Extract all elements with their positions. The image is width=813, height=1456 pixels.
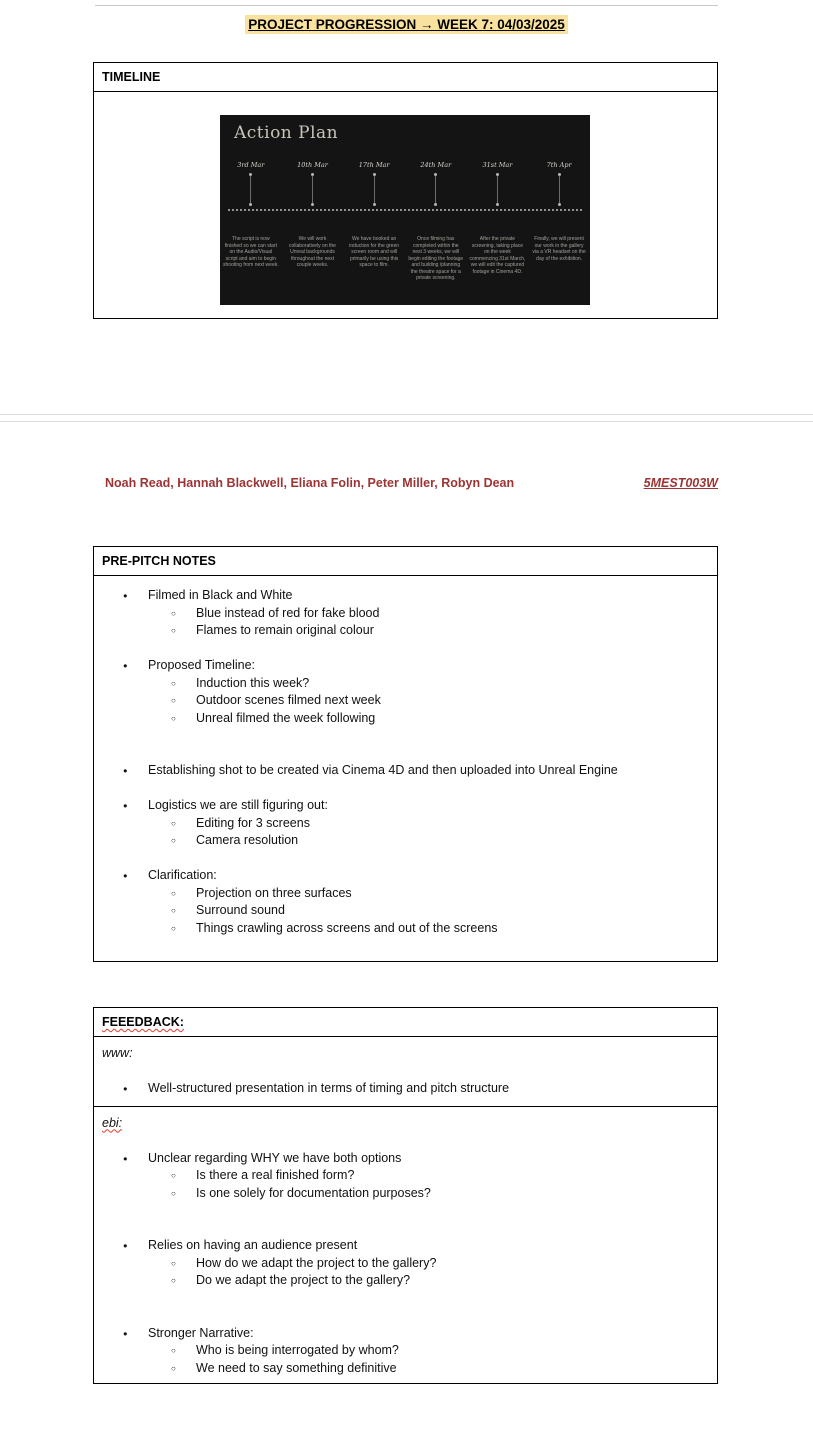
milestone (282, 161, 344, 282)
milestone-connector (496, 173, 499, 206)
list-item: ● Filmed in Black and White (94, 587, 717, 605)
milestone-connector (249, 173, 252, 206)
list-item: ○ Editing for 3 screens (94, 815, 717, 833)
milestone-date: 31st Mar (482, 161, 513, 169)
list-item: ○ Camera resolution (94, 832, 717, 850)
milestone-connector (434, 173, 437, 206)
list-item: ○ Outdoor scenes filmed next week (94, 692, 717, 710)
list-item: ○ Surround sound (94, 902, 717, 920)
list-item: ● Well-structured presentation in terms of timing and pitch structure (94, 1080, 717, 1098)
milestone-date: 10th Mar (297, 161, 328, 169)
authors-list: Noah Read, Hannah Blackwell, Eliana Folin, Peter Miller, Robyn Dean (105, 476, 515, 490)
doc-title-row (0, 15, 813, 34)
timeline-table-body (94, 92, 717, 318)
page-break-line (0, 421, 813, 422)
milestone-connector (373, 173, 376, 206)
ebi-label (94, 1115, 717, 1133)
timeline-milestones (220, 161, 590, 282)
list-item: ● Stronger Narrative: (94, 1325, 717, 1343)
feedback-table-header (94, 1008, 717, 1037)
www-label: www: (102, 1046, 133, 1060)
list-item: ● Proposed Timeline: (94, 657, 717, 675)
page-title: PROJECT PROGRESSION → WEEK 7: 04/03/2025 (245, 15, 568, 34)
milestone (343, 161, 405, 282)
milestone-date: 3rd Mar (237, 161, 265, 169)
prepitch-table-header: PRE-PITCH NOTES (94, 547, 717, 576)
timeline-table-header: TIMELINE (94, 63, 717, 92)
milestone-date: 24th Mar (420, 161, 452, 169)
milestone-text: We will work collaboratively on the Unreal backgrounds throughout the next couple weeks. (288, 236, 336, 268)
milestone (405, 161, 467, 282)
list-item: ● Relies on having an audience present (94, 1237, 717, 1255)
prepitch-table-body (94, 576, 717, 961)
milestone (220, 161, 282, 282)
list-item: ● Clarification: (94, 867, 717, 885)
list-item: ○ Blue instead of red for fake blood (94, 605, 717, 623)
doc-header-row (93, 476, 718, 490)
list-item: ○ Induction this week? (94, 675, 717, 693)
ebi-label-text: ebi: (102, 1115, 123, 1130)
list-item: ○ We need to say something definitive (94, 1360, 717, 1378)
milestone (467, 161, 529, 282)
milestone-connector (558, 173, 561, 206)
prepitch-table (93, 546, 718, 962)
list-item: ○ Flames to remain original colour (94, 622, 717, 640)
list-item: ○ Who is being interrogated by whom? (94, 1342, 717, 1360)
milestone-text: Once filming has completed within the next 3 weeks, we will begin editing the footage and building /planning the theatre space for a private screening. (408, 236, 464, 281)
list-item: ● Logistics we are still figuring out: (94, 797, 717, 815)
list-item: ○ Is there a real finished form? (94, 1167, 717, 1185)
milestone (528, 161, 590, 282)
milestone-date: 17th Mar (358, 161, 390, 169)
timeline-table (93, 62, 718, 319)
action-plan-title: Action Plan (234, 123, 339, 143)
milestone-text: The script is now finished so we can start on the Audio/Visual script and aim to begin shooting from next week. (223, 236, 279, 268)
feedback-header-label: FEEEDBACK: (102, 1015, 184, 1029)
list-item: ○ Things crawling across screens and out of the screens (94, 920, 717, 938)
milestone-date: 7th Apr (546, 161, 572, 169)
list-item: ○ Unreal filmed the week following (94, 710, 717, 728)
feedback-table (93, 1007, 718, 1384)
module-code: 5MEST003W (643, 476, 718, 490)
page-top-rule (95, 5, 718, 6)
action-plan-image (220, 115, 590, 305)
list-item: ○ Is one solely for documentation purposes? (94, 1185, 717, 1203)
page-break-line (0, 414, 813, 415)
milestone-text: Finally, we will present our work in the gallery via a VR headset on the day of the exhibition. (532, 236, 586, 262)
milestone-connector (311, 173, 314, 206)
list-item: ● Unclear regarding WHY we have both options (94, 1150, 717, 1168)
list-item: ○ Do we adapt the project to the gallery? (94, 1272, 717, 1290)
milestone-text: After the private screening, taking place on the week commencing 31st March, we will edit the captured footage in Cinema 4D. (469, 236, 526, 275)
list-item: ○ Projection on three surfaces (94, 885, 717, 903)
feedback-www-row (94, 1037, 717, 1107)
milestone-text: We have booked an induction for the green screen room and will primarily be using this space to film. (349, 236, 400, 268)
list-item: ● Establishing shot to be created via Cinema 4D and then uploaded into Unreal Engine (94, 762, 717, 780)
feedback-ebi-row (94, 1107, 717, 1384)
list-item: ○ How do we adapt the project to the gallery? (94, 1255, 717, 1273)
